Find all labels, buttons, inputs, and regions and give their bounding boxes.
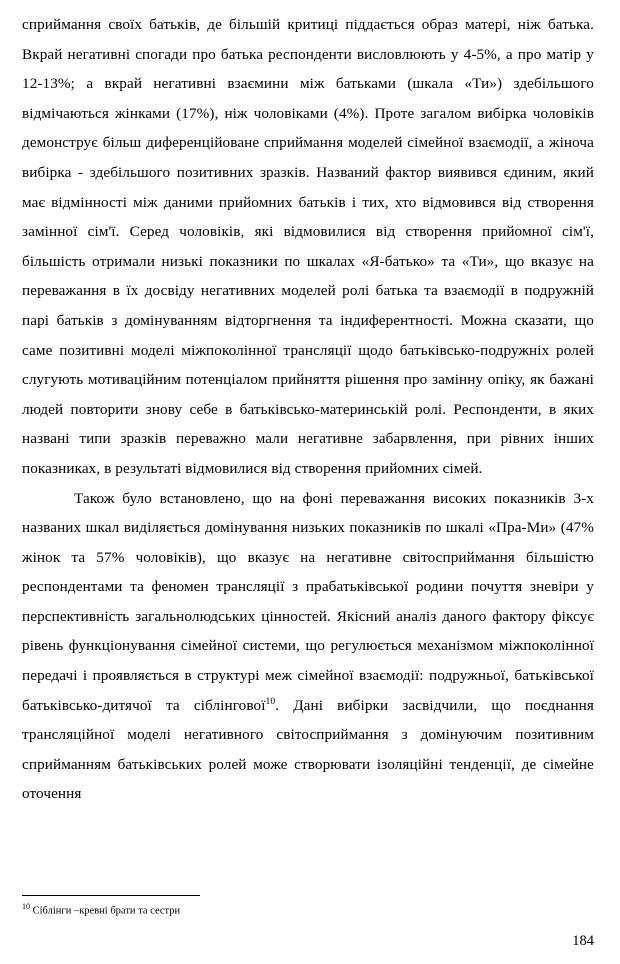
footnote-area (22, 895, 594, 919)
footnote-body: Сіблінги –кревні брати та сестри (30, 905, 181, 916)
paragraph-2 (22, 484, 594, 810)
paragraph-2-text-after-footnote: . Дані вибірки засвідчили, що поєднання трансляційної моделі негативного світосприймання з домінуючим позитивним сприйманням батьківських ролей може створювати ізоляційні тенденції, де сімейне оточення (22, 696, 594, 803)
paragraph-1: сприймання своїх батьків, де більшій критиці піддається образ матері, ніж батька. Вкрай негативні спогади про батька респонденти висловлюють у 4-5%, а про матір у 12-13%; а вкрай негативні взаємини між батьками (шкала «Ти») здебільшого відмічаються жінками (17%), ніж чоловіками (4%). Проте загалом вибірка чоловіків демонструє більш диференційоване сприймання моделей сімейної взаємодії, а жіноча вибірка - здебільшого позитивних зразків. Названий фактор виявився єдиним, який має відмінності між даними прийомних батьків і тих, хто відмовився від створення замінної сім'ї. Серед чоловіків, які відмовилися від створення прийомної сім'ї, більшість отримали низькі показники по шкалах «Я-батько» та «Ти», що вказує на переважання в їх досвіду негативних моделей ролі батька та взаємодії в подружній парі батьків з домінуванням відторгнення та індиферентності. Можна сказати, що саме позитивні моделі міжпоколінної трансляції щодо батьківсько-подружніх ролей слугують мотиваційним потенціалом прийняття рішення про замінну опіку, як бажані людей повторити знову себе в батьківсько-материнській ролі. Респонденти, в яких названі типи зразків переважно мали негативне забарвлення, при рівних інших показниках, в результаті відмовилися від створення прийомних сімей. (22, 16, 594, 477)
page-body (22, 10, 594, 809)
footnote-text (22, 900, 594, 919)
footnote-reference-marker: 10 (265, 696, 276, 707)
footnote-number: 10 (22, 901, 30, 911)
paragraph-2-text-before-footnote: Також було встановлено, що на фоні переважання високих показників 3-х названих шкал виділяється домінування низьких показників по шкалі «Пра-Ми» (47% жінок та 57% чоловіків), що вказує на негативне світосприймання більшістю респондентами та феномен трансляції з прабатьківської родини почуття зневіри у перспективність загальнолюдських цінностей. Якісний аналіз даного фактору фіксує рівень функціонування сімейної системи, що регулюється механізмом міжпоколінної передачі і проявляється в структурі меж сімейної взаємодії: подружньої, батьківської батьківсько-дитячої та сіблінгової (22, 489, 594, 714)
page-number: 184 (572, 933, 594, 949)
footnote-separator-rule (22, 895, 200, 896)
